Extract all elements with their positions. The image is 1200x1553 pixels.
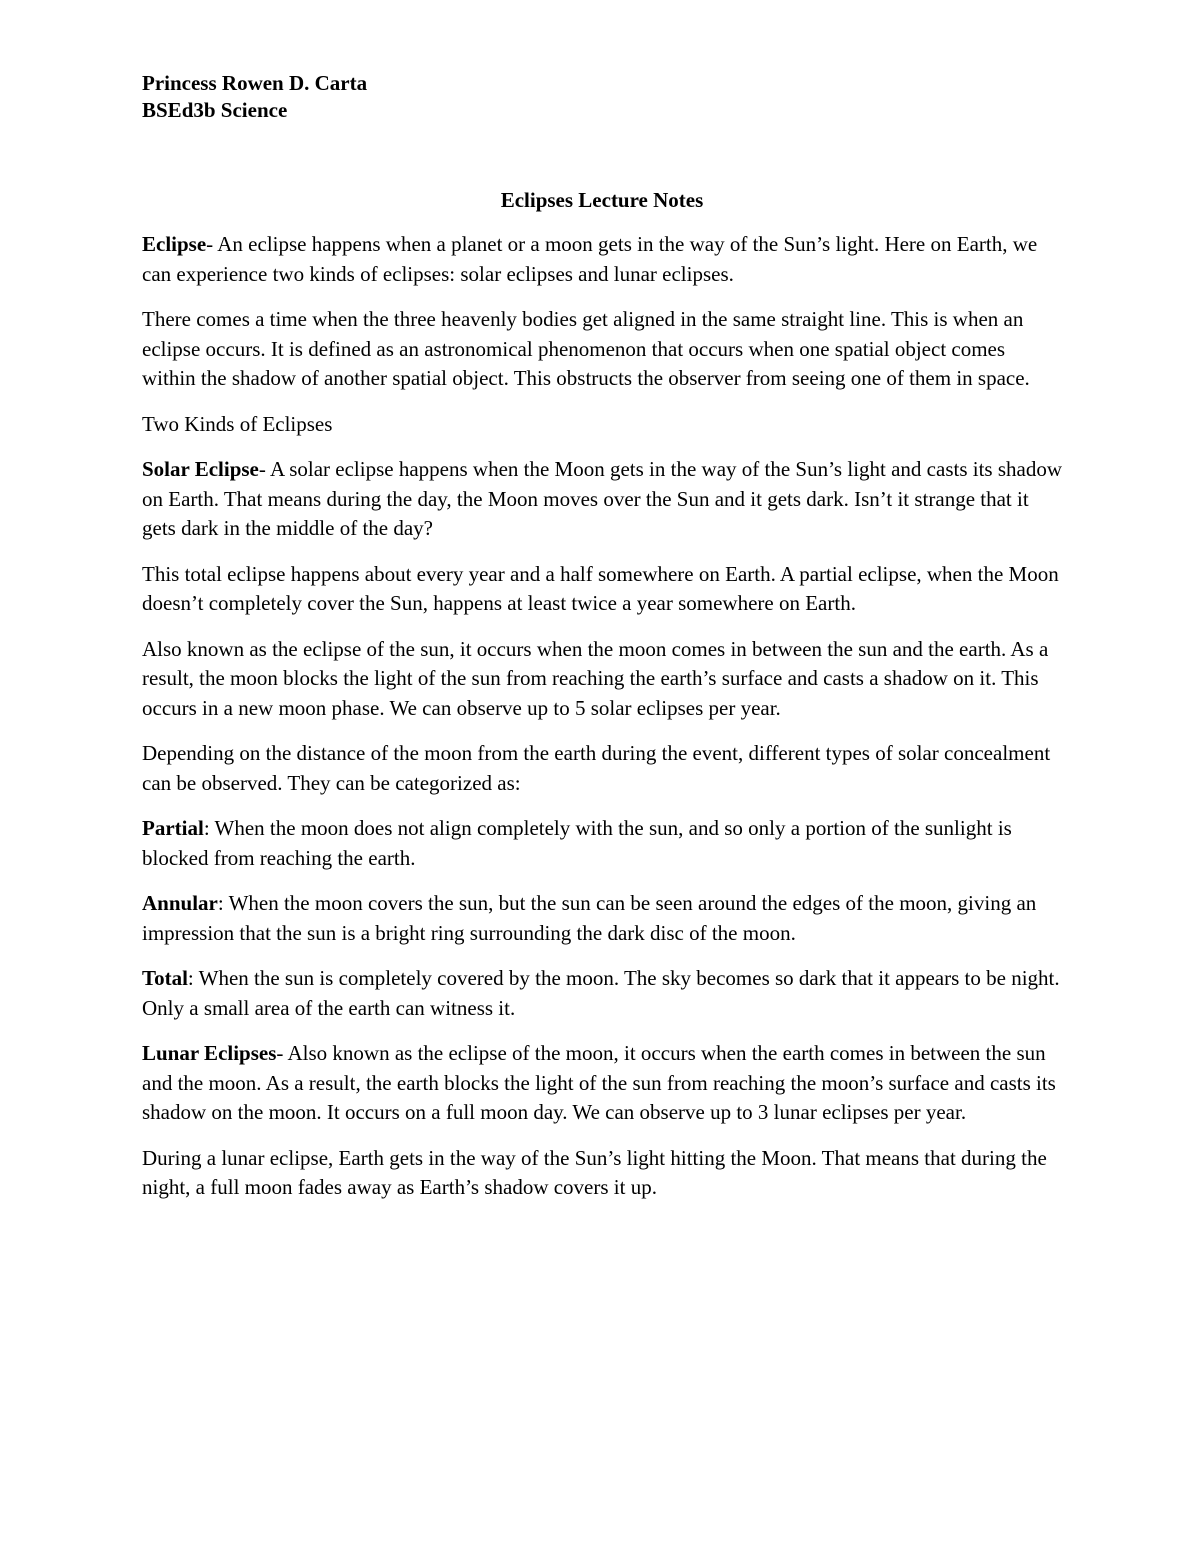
- paragraph-sun-eclipse: [142, 635, 1062, 724]
- document-title: Eclipses Lecture Notes: [500, 188, 704, 212]
- paragraph-solar-eclipse: [142, 455, 1062, 544]
- paragraph-text: : When the moon covers the sun, but the sun can be seen around the edges of the moon, giving an impression that the sun is a bright ring surrounding the dark disc of the moon.: [142, 891, 1037, 945]
- paragraph-total-frequency: [142, 560, 1062, 619]
- paragraph-total: [142, 964, 1062, 1023]
- paragraph-two-kinds: [142, 410, 1062, 440]
- paragraph-text: Depending on the distance of the moon from the earth during the event, different types of solar concealment can be observed. They can be categorized as:: [142, 741, 1051, 795]
- paragraph-lunar-night: [142, 1144, 1062, 1203]
- paragraph-text: During a lunar eclipse, Earth gets in the way of the Sun’s light hitting the Moon. That means that during the night, a full moon fades away as Earth’s shadow covers it up.: [142, 1145, 1047, 1199]
- term-annular: Annular: [142, 891, 218, 915]
- paragraph-text: Also known as the eclipse of the sun, it occurs when the moon comes in between the sun and the earth. As a result, the moon blocks the light of the sun from reaching the earth’s surface and casts a shadow on it. This occurs in a new moon phase. We can observe up to 5 solar eclipses per year.: [142, 636, 1049, 720]
- paragraph-eclipse-definition: [142, 230, 1062, 289]
- paragraph-text: - An eclipse happens when a planet or a moon gets in the way of the Sun’s light. Here on Earth, we can experience two kinds of eclipses: solar eclipses and lunar eclipses.: [142, 232, 1038, 286]
- term-total: Total: [142, 966, 188, 990]
- paragraph-alignment: [142, 305, 1062, 394]
- paragraph-types-intro: [142, 739, 1062, 798]
- term-lunar-eclipses: Lunar Eclipses: [142, 1041, 277, 1065]
- author-name: Princess Rowen D. Carta: [142, 71, 368, 95]
- paragraph-text: - A solar eclipse happens when the Moon gets in the way of the Sun’s light and casts its shadow on Earth. That means during the day, the Moon moves over the Sun and it gets dark. Isn’t it strange that it gets dark in the middle of the day?: [142, 457, 1063, 540]
- paragraph-lunar-eclipses: [142, 1039, 1062, 1128]
- paragraph-partial: [142, 814, 1062, 873]
- course-section: BSEd3b Science: [142, 98, 288, 122]
- paragraph-text: There comes a time when the three heavenly bodies get aligned in the same straight line. This is when an eclipse occurs. It is defined as an astronomical phenomenon that occurs when one spatial object comes within the shadow of another spatial object. This obstructs the observer from seeing one of them in space.: [142, 307, 1030, 390]
- term-eclipse: Eclipse: [142, 232, 207, 256]
- term-partial: Partial: [142, 816, 204, 840]
- paragraph-text: Two Kinds of Eclipses: [142, 411, 333, 436]
- paragraph-text: This total eclipse happens about every year and a half somewhere on Earth. A partial eclipse, when the Moon doesn’t completely cover the Sun, happens at least twice a year somewhere on Earth.: [142, 561, 1059, 615]
- document-page: [142, 70, 1062, 1203]
- paragraph-annular: [142, 889, 1062, 948]
- paragraph-text: - Also known as the eclipse of the moon, it occurs when the earth comes in between the sun and the moon. As a result, the earth blocks the light of the sun from reaching the moon’s surface and casts its shadow on the moon. It occurs on a full moon day. We can observe up to 3 lunar eclipses per year.: [142, 1041, 1056, 1124]
- paragraph-text: : When the moon does not align completely with the sun, and so only a portion of the sunlight is blocked from reaching the earth.: [142, 816, 1012, 870]
- paragraph-text: : When the sun is completely covered by the moon. The sky becomes so dark that it appears to be night. Only a small area of the earth can witness it.: [142, 966, 1060, 1020]
- term-solar-eclipse: Solar Eclipse: [142, 457, 259, 481]
